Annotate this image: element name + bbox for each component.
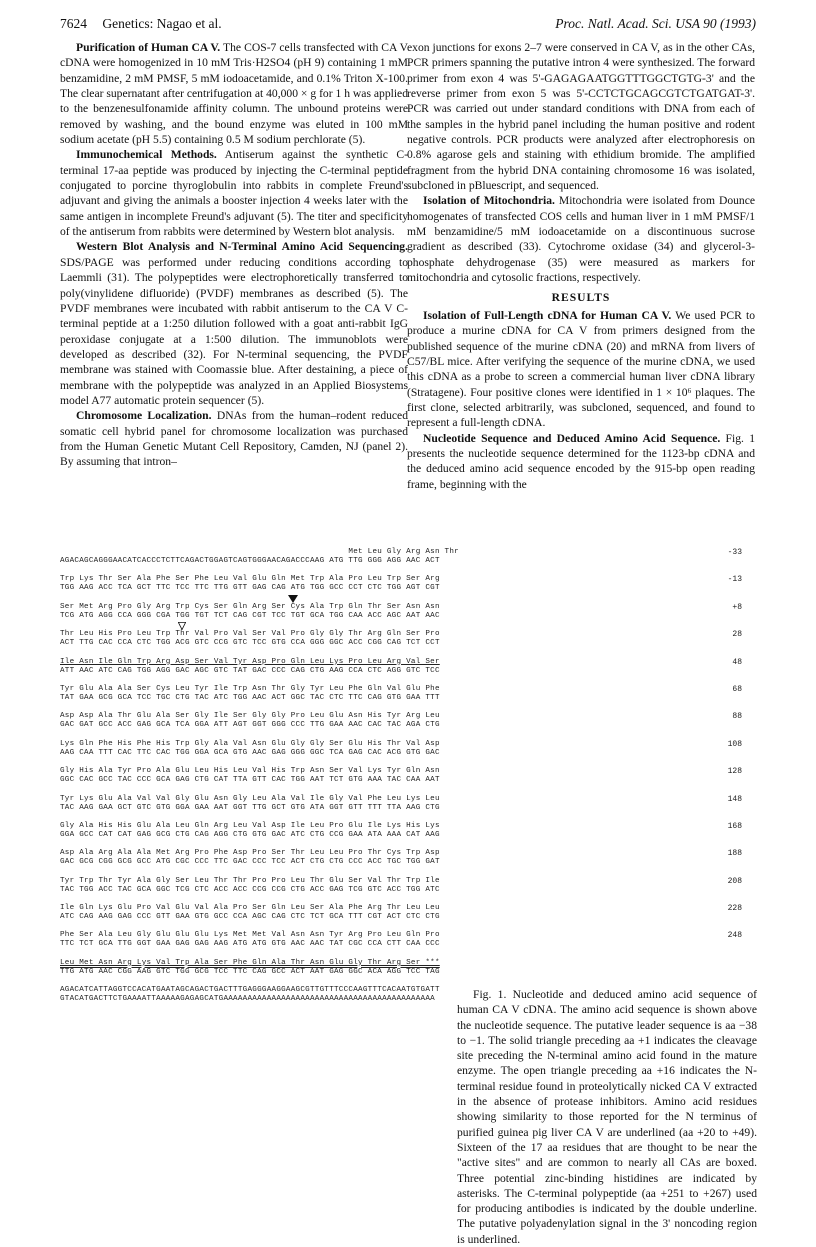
page-number: 7624	[60, 16, 87, 31]
section-title: Genetics: Nagao et al.	[102, 16, 222, 31]
sequence-row	[60, 575, 760, 602]
residue-number: 188	[727, 849, 742, 859]
residue-number: 108	[727, 739, 742, 749]
right-column	[407, 40, 755, 492]
amino-acid-line: Leu Met Asn Arg Lys Val Trp Ala Ser Phe Gln Ala Thr Asn Glu Gly Thr Arg Ser ***	[60, 958, 440, 967]
amino-acid-line: Gly His Ala Tyr Pro Ala Glu Leu His Leu Val His Trp Asn Ser Val Lys Tyr Gln Asn	[60, 767, 440, 776]
nucleotide-line: AGACAGCAGGGAACATCACCCTCTTCAGACTGGAGTCAGTGGGAACAGACCCAAG ATG TTG GGG AGG AAC ACT	[60, 557, 440, 565]
amino-acid-line: Tyr Lys Glu Ala Val Val Gly Glu Asn Gly Leu Ala Val Ile Gly Val Phe Leu Lys Leu	[60, 794, 440, 803]
results-heading: RESULTS	[551, 290, 611, 304]
nucleotide-line: AAG CAA TTT CAC TTC CAC TGG GGA GCA GTG AAC GAG GGG GGC TCA GAG CAC ACG GTG GAC	[60, 748, 440, 757]
amino-acid-line: Gly Ala His His Glu Ala Leu Gln Arg Leu Val Asp Ile Leu Pro Glu Ile Lys His Lys	[60, 821, 440, 830]
amino-acid-line: Tyr Trp Thr Tyr Ala Gly Ser Leu Thr Thr Pro Pro Leu Thr Glu Ser Val Thr Trp Ile	[60, 876, 440, 885]
sequence-row	[60, 658, 760, 685]
nucleotide-line: TAT GAA GCG GCA TCC TGC CTG TAC ATC TGG AAC ACT GGC TAC CTC TTC CAG GTG GAA TTT	[60, 693, 440, 702]
residue-number: 148	[727, 794, 742, 804]
sequence-row	[60, 795, 760, 822]
amino-acid-line: Trp Lys Thr Ser Ala Phe Ser Phe Leu Val Glu Gln Met Trp Ala Pro Leu Trp Ser Arg	[60, 575, 440, 584]
nucleotide-line: GAC GCG CGG GCG GCC ATG CGC CCC TTC GAC CCC TCC ACT CTG CTG CCC ACC TGC TGG GAT	[60, 858, 440, 867]
sequence-row	[60, 822, 760, 849]
running-header-left	[60, 16, 222, 32]
sequence-figure	[60, 548, 760, 1004]
nucleotide-line: GGC CAC GCC TAC CCC GCA GAG CTG CAT TTA GTT CAC TGG AAT TCT GTG AAA TAC CAA AAT	[60, 776, 440, 785]
nucleotide-line: TTC TCT GCA TTG GGT GAA GAG GAG AAG ATG ATG GTG AAC AAC TAT CGC CCA CTT CAA CCC	[60, 940, 440, 949]
nucleotide-line: GGA GCC CAT CAT GAG GCG CTG CAG AGG CTG GTG GAC ATC CTG CCG GAA ATA AAA CAT AAG	[60, 830, 440, 839]
residue-number: 128	[727, 767, 742, 777]
sequence-row	[60, 630, 760, 657]
paragraph-chromosome: Chromosome Localization. DNAs from the human–rodent reduced somatic cell hybrid panel for chromosome localization was purchased from the Human Genetic Mutant Cell Repository, Camden, NJ (panel 2). By assuming that intron–	[60, 409, 409, 469]
nicked-residue-open-triangle-icon	[178, 622, 186, 630]
amino-acid-line: Lys Gln Phe His Phe His Trp Gly Ala Val Asn Glu Gly Gly Ser Glu His Thr Val Asp	[60, 739, 440, 748]
residue-number: 48	[732, 657, 742, 667]
amino-acid-line: Ile Gln Lys Glu Pro Val Glu Val Ala Pro Ser Gln Leu Ser Ala Phe Arg Thr Leu Leu	[60, 904, 440, 913]
amino-acid-line: Met Leu Gly Arg Asn Thr	[60, 548, 459, 556]
three-prime-utr-line: AGACATCATTAGGTCCACATGAATAGCAGACTGACTTTGAGGGAAGGAAGCGTTGTTTCCCAAGTTTCACAATGTGATT	[60, 986, 440, 995]
nucleotide-line: TAC TGG ACC TAC GCA GGC TCG CTC ACC ACC CCG CCG CTG ACC GAG TCG GTC ACC TGG ATC	[60, 885, 440, 894]
residue-number: +8	[732, 602, 742, 612]
sequence-row	[60, 685, 760, 712]
residue-number: 228	[727, 904, 742, 914]
sequence-row	[60, 712, 760, 739]
nucleotide-line: GAC GAT GCC ACC GAG GCA TCA GGA ATT AGT GGT GGG CCC TTG GAA AAC CAC TAC AGA CTG	[60, 721, 440, 730]
residue-number: 208	[727, 876, 742, 886]
amino-acid-line: Thr Leu His Pro Leu Trp Thr Val Pro Val Ser Val Pro Gly Gly Thr Arg Gln Ser Pro	[60, 630, 440, 639]
nucleotide-line: ATT AAC ATC CAG TGG AGG GAC AGC GTC TAT GAC CCC CAG CTG AAG CCA CTC AGG GTC TCC	[60, 666, 440, 675]
paragraph-immunochemical: Immunochemical Methods. Antiserum against the synthetic C-terminal 17-aa peptide was produced by injecting the C-terminal peptide conjugated to porcine thyroglobulin into rabbits in complete Freund's adjuvant and giving the animals a booster injection 4 weeks later with the same antigen in incomplete Freund's adjuvant (5). The titer and specificity of the antiserum from rabbits were determined by Western blot analysis.	[60, 148, 408, 239]
amino-acid-line: Tyr Glu Ala Ala Ser Cys Leu Tyr Ile Trp Asn Thr Gly Tyr Leu Phe Gln Val Glu Phe	[60, 684, 440, 693]
sequence-row	[60, 931, 760, 958]
figure-caption: Fig. 1. Nucleotide and deduced amino acid sequence of human CA V cDNA. The amino acid sequence is shown above the nucleotide sequence. The putative leader sequence is aa −38 to −1. The solid triangle preceding aa +1 indicates the cleavage site preceding the N-terminal amino acid found in the mature enzyme. The open triangle preceding aa +16 indicates the N-terminal residue found in proteolytically nicked CA V extracted in the absence of protease inhibitors. Amino acid residues showing similarity to those reported for the N terminus of purified guinea pig liver CA V are underlined (aa +20 to +49). Sixteen of the 17 aa residues that are thought to be near the "active sites" and are common to nearly all CAs are boxed. Three potential zinc-binding histidines are indicated by asterisks. The C-terminal polypeptide (aa +251 to +267) used for producing antibodies is indicated by the double underline. The putative polyadenylation signal in the 3' noncoding region is underlined.	[457, 988, 757, 1246]
residue-number: 88	[732, 712, 742, 722]
paragraph-continued: exon junctions for exons 2–7 were conserved in CA V, as in the other CAs, PCR primers spanning the putative intron 4 were synthesized. The forward primer from exon 4 was 5'-GAGAGAATGGTTTGGCTGTG-3' and the reverse primer from exon 5 was 5'-CCTCTGCAGCGTCTGATGAT-3'. PCR was carried out under standard conditions with DNA from each of the samples in the hybrid panel including the human positive and rodent negative controls. PCR products were analyzed after electrophoresis on 0.8% agarose gels and staining with ethidium bromide. The amplified fragment from the hybrid DNA containing chromosome 16 was isolated, subcloned in pBluescript, and sequenced.	[407, 41, 755, 193]
residue-number: 248	[727, 931, 742, 941]
sequence-row	[60, 740, 760, 767]
left-column	[60, 40, 408, 470]
nucleotide-line: ATC CAG AAG GAG CCC GTT GAA GTG GCC CCA AGC CAG CTC TCT GCA TTT CGT ACT CTC CTG	[60, 913, 440, 922]
residue-number: -13	[727, 575, 742, 585]
nucleotide-line: TGG AAG ACC TCA GCT TTC TCC TTC TTG GTT GAG CAG ATG TGG GCC CCT CTC TGG AGT CGT	[60, 584, 440, 593]
sequence-row	[60, 959, 760, 986]
nucleotide-line: TTG ATG AAC CGG AAG GTC TGG GCG TCC TTC CAG GCC ACT AAT GAG GGC ACA AGG TCC TAG	[60, 967, 440, 976]
paragraph-isolation: Isolation of Full-Length cDNA for Human CA V. We used PCR to produce a murine cDNA for CA V from primers designed from the published sequence of the murine cDNA (20) and mRNA from livers of C57/BL mice. After verifying the sequence of the murine cDNA, we used this cDNA as a probe to screen a commercial human liver cDNA library (Stratagene). Four positive clones were identified in 1 × 10⁶ plaques. The first clone, selected arbitrarily, was subcloned, sequenced, and found to represent a full-length cDNA.	[407, 308, 755, 430]
residue-number: 168	[727, 821, 742, 831]
residue-number: 68	[732, 684, 742, 694]
paragraph-purification: Purification of Human CA V. The COS-7 cells transfected with CA V cDNA were homogenized in 10 mM Tris·H2SO4 (pH 9) containing 1 mM benzamidine, 2 mM PMSF, 5 mM iodoacetamide, and 0.1% Triton X-100. The clear supernatant after centrifugation at 40,000 × g for 1 h was applied to the benzenesulfonamide affinity column. The unbound proteins were removed by washing, and the bound enzyme was eluted in 100 mM sodium acetate (pH 5.5) containing 0.5 M sodium perchlorate (5).	[60, 41, 409, 147]
three-prime-utr-line: GTACATGACTTCTGAAAATTAAAAAGAGAGCATGAAAAAAAAAAAAAAAAAAAAAAAAAAAAAAAAAAAAAAAAAAAA	[60, 995, 435, 1004]
sequence-row	[60, 603, 760, 630]
sequence-row	[60, 877, 760, 904]
sequence-row	[60, 849, 760, 876]
amino-acid-line: Phe Ser Ala Leu Gly Glu Glu Glu Lys Met Met Val Asn Asn Tyr Arg Pro Leu Gln Pro	[60, 931, 440, 940]
sequence-row	[60, 904, 760, 931]
residue-number: 28	[732, 630, 742, 640]
nucleotide-line: ACT TTG CAC CCA CTC TGG ACG GTC CCG GTC TCC GTG CCA GGG GGC ACC CGG CAG TCT CCT	[60, 639, 440, 648]
journal-citation: Proc. Natl. Acad. Sci. USA 90 (1993)	[555, 16, 756, 31]
amino-acid-line: Ser Met Arg Pro Gly Arg Trp Cys Ser Gln Arg Ser Cys Ala Trp Gln Thr Ser Asn Asn	[60, 602, 440, 611]
cleavage-site-solid-triangle-icon	[288, 595, 298, 603]
amino-acid-line: Ile Asn Ile Gln Trp Arg Asp Ser Val Tyr Asp Pro Gln Leu Lys Pro Leu Arg Val Ser	[60, 657, 440, 666]
nucleotide-line: TAC AAG GAA GCT GTC GTG GGA GAA AAT GGT TTG GCT GTG ATA GGT GTT TTT TTA AAG CTG	[60, 803, 440, 812]
amino-acid-line: Asp Ala Arg Ala Ala Met Arg Pro Phe Asp Pro Ser Thr Leu Leu Pro Thr Cys Trp Asp	[60, 849, 440, 858]
residue-number: -33	[727, 548, 742, 557]
sequence-row	[60, 548, 760, 575]
amino-acid-line: Asp Asp Ala Thr Glu Ala Ser Gly Ile Ser Gly Gly Pro Leu Glu Asn His Tyr Arg Leu	[60, 712, 440, 721]
paragraph-western-blot: Western Blot Analysis and N-Terminal Amino Acid Sequencing. SDS/PAGE was performed under reducing conditions according to Laemmli (31). The polypeptides were electrophoretically transferred to poly(vinylidene difluoride) (PVDF) membranes as described (5). The PVDF membranes were incubated with rabbit antiserum to the CA V C-terminal peptide at a 1:250 dilution followed with a goat anti-rabbit IgG peroxidase conjugate at a 1:500 dilution. The immunoblots were developed as described (32). For N-terminal sequencing, the PVDF membrane was stained with Coomassie blue. After destaining, a piece of membrane with the polypeptide was analyzed in an Applied Biosystems model A77 automatic protein sequencer (5).	[60, 240, 408, 407]
paragraph-nucleotide: Nucleotide Sequence and Deduced Amino Acid Sequence. Fig. 1 presents the nucleotide sequence determined for the 1123-bp cDNA and the deduced amino acid sequence encoded by the 915-bp open reading frame, beginning with the	[407, 431, 755, 491]
sequence-row	[60, 767, 760, 794]
paragraph-mitochondria: Isolation of Mitochondria. Mitochondria were isolated from Dounce homogenates of transfected COS cells and human liver in 1 mM PMSF/1 mM benzamidine/5 mM iodoacetamide on a discontinuous sucrose gradient as described (33). Cytochrome oxidase (34) and glycerol-3-phosphate dehydrogenase (35) were measured as markers for mitochondria and cytosolic fractions, respectively.	[407, 194, 756, 285]
nucleotide-line: TCG ATG AGG CCA GGG CGA TGG TGT TCT CAG CGT TCC TGT GCA TGG CAA ACC AGC AAT AAC	[60, 611, 440, 620]
